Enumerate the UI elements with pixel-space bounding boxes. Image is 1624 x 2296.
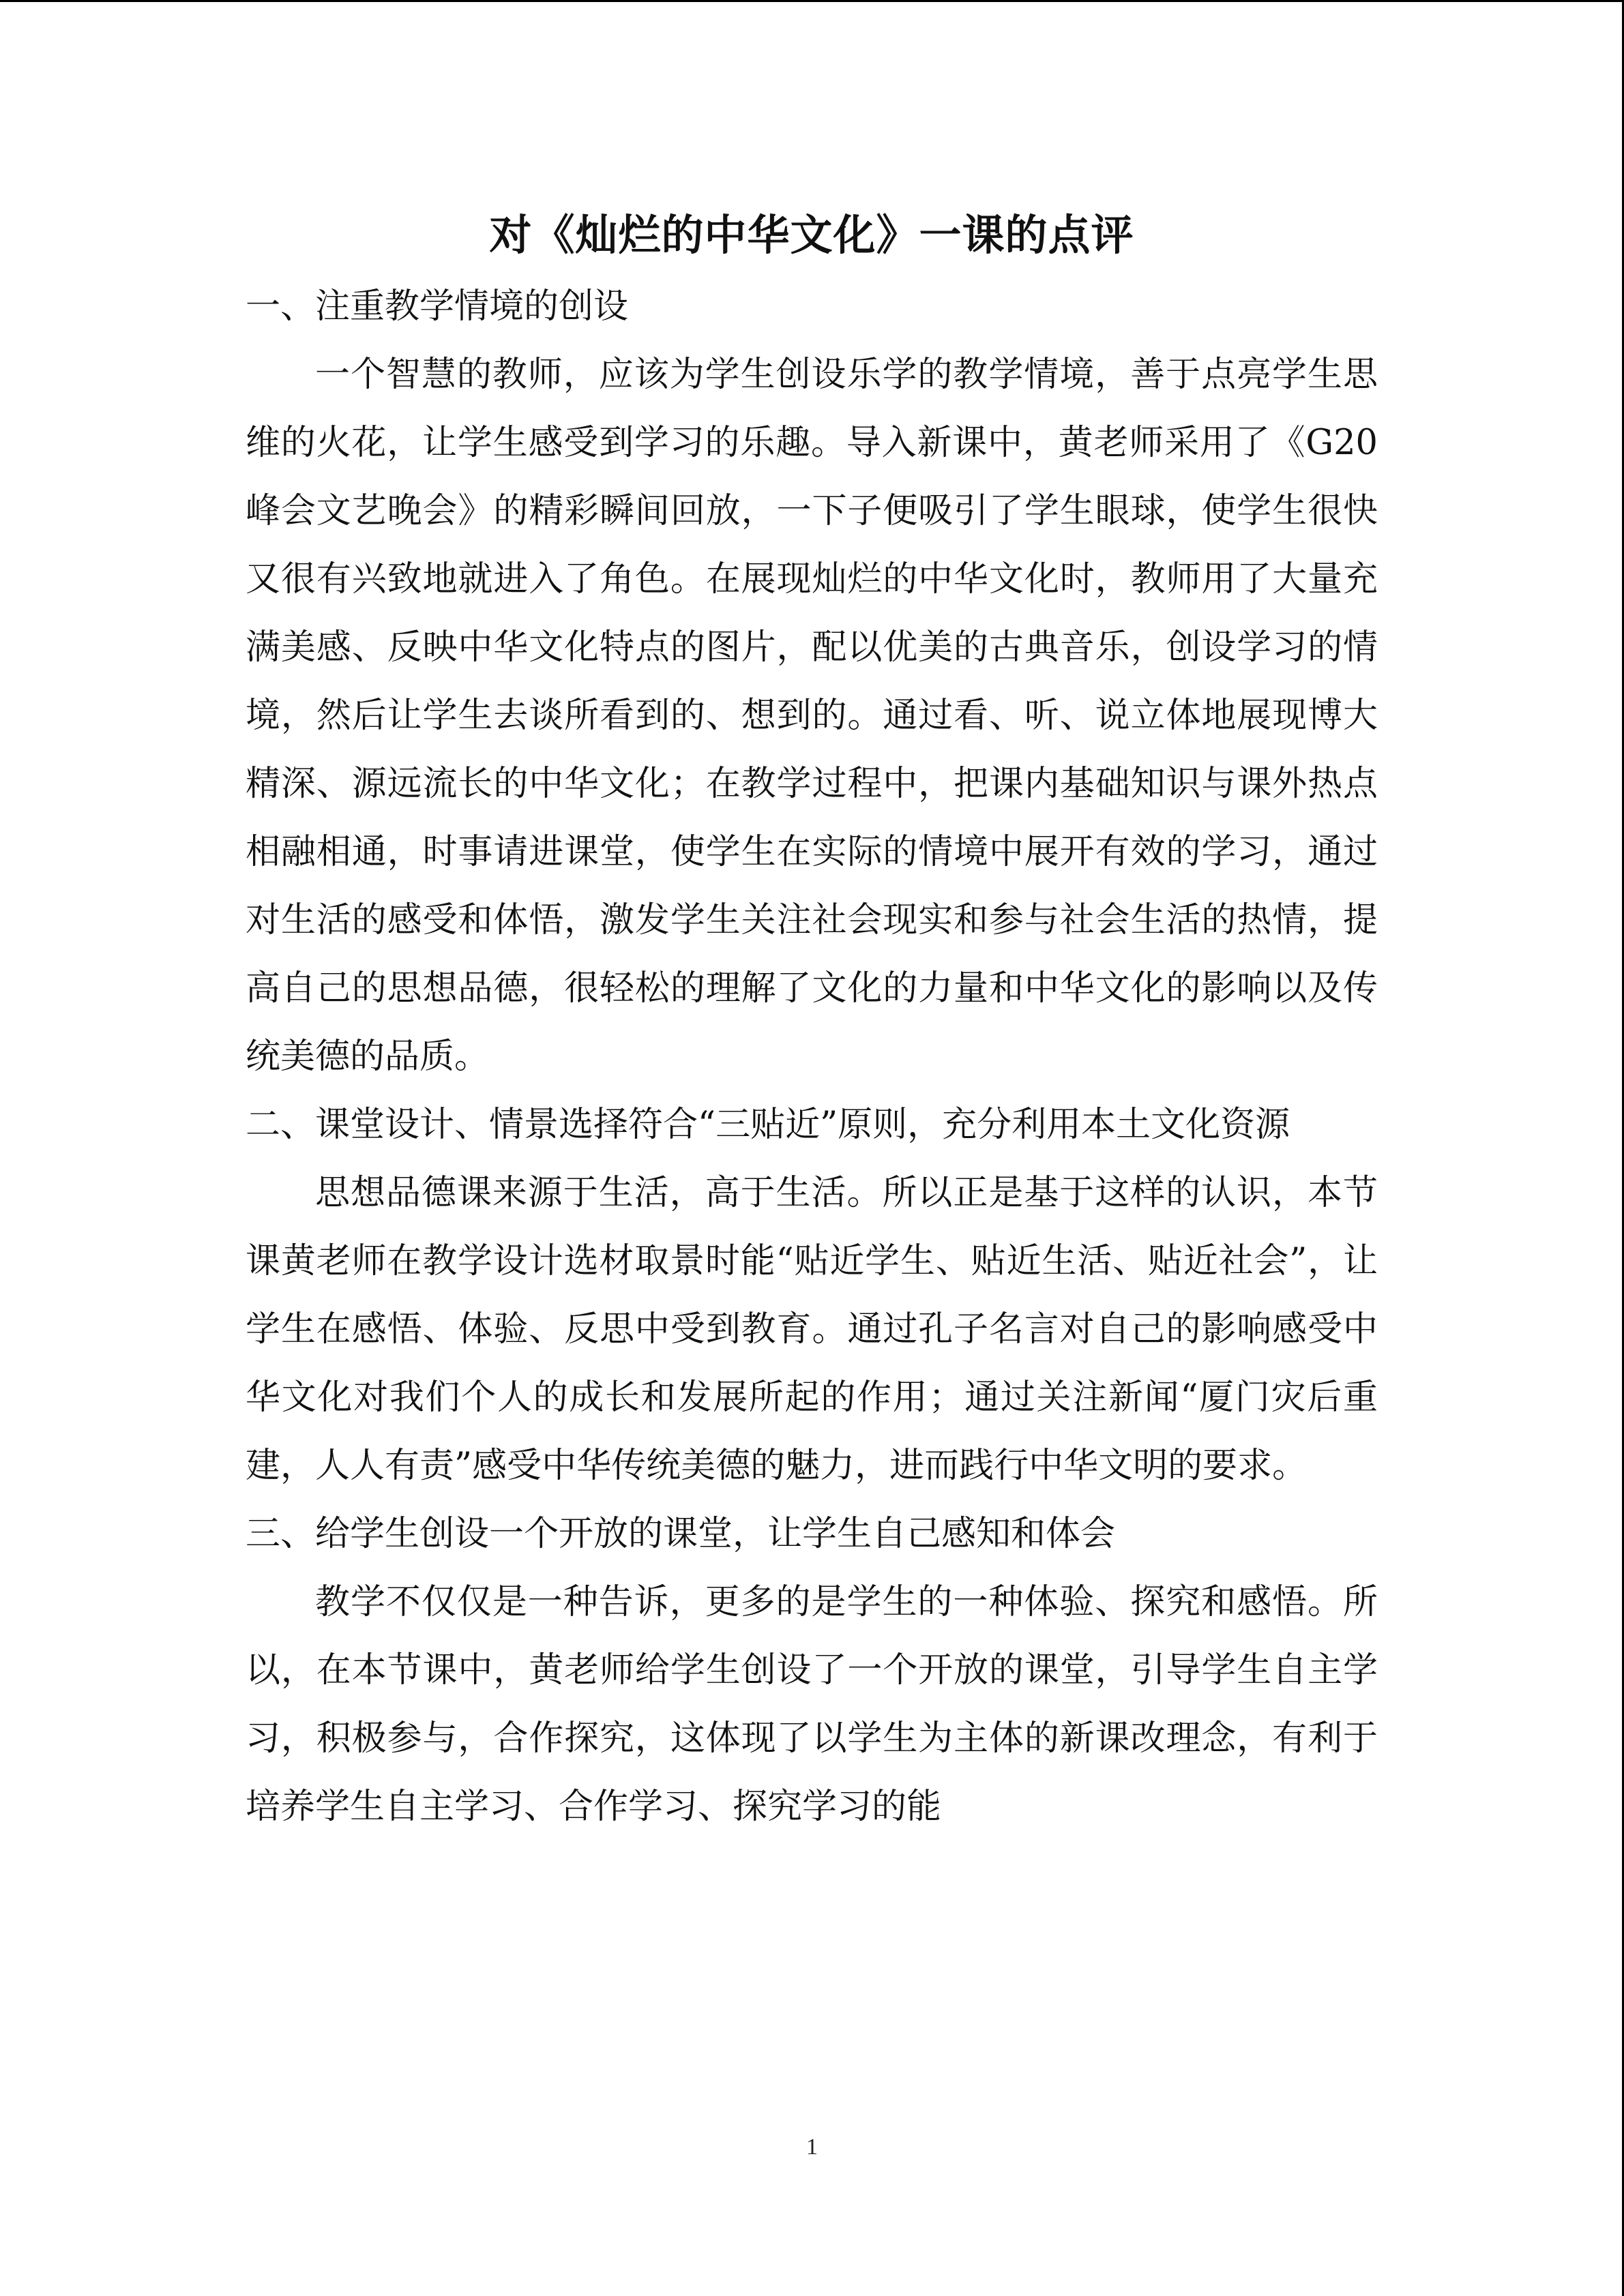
section-heading: 二、课堂设计、情景选择符合“三贴近”原则，充分利用本土文化资源 — [246, 1105, 1290, 1145]
section-heading: 一、注重教学情境的创设 — [246, 286, 629, 327]
document-body — [246, 198, 1378, 1841]
section-1 — [246, 273, 1378, 1091]
section-paragraph: 思想品德课来源于生活，高于生活。所以正是基于这样的认识，本节课黄老师在教学设计选材取景时能“贴近学生、贴近生活、贴近社会”，让学生在感悟、体验、反思中受到教育。通过孔子名言对自己的影响感受中华文化对我们个人的成长和发展所起的作用；通过关注新闻“厦门灾后重建，人人有责”感受中华传统美德的魅力，进而践行中华文明的要求。 — [246, 1173, 1378, 1486]
section-heading: 三、给学生创设一个开放的课堂，让学生自己感知和体会 — [246, 1514, 1116, 1554]
section-paragraph: 一个智慧的教师，应该为学生创设乐学的教学情境，善于点亮学生思维的火花，让学生感受到学习的乐趣。导入新课中，黄老师采用了《G20峰会文艺晚会》的精彩瞬间回放，一下子便吸引了学生眼球，使学生很快又很有兴致地就进入了角色。在展现灿烂的中华文化时，教师用了大量充满美感、反映中华文化特点的图片，配以优美的古典音乐，创设学习的情境，然后让学生去谈所看到的、想到的。通过看、听、说立体地展现博大精深、源远流长的中华文化；在教学过程中，把课内基础知识与课外热点相融相通，时事请进课堂，使学生在实际的情境中展开有效的学习，通过对生活的感受和体悟，激发学生关注社会现实和参与社会生活的热情，提高自己的思想品德，很轻松的理解了文化的力量和中华文化的影响以及传统美德的品质。 — [246, 355, 1378, 1077]
document-title: 对《灿烂的中华文化》一课的点评 — [489, 210, 1134, 260]
section-3 — [246, 1500, 1378, 1841]
section-paragraph: 教学不仅仅是一种告诉，更多的是学生的一种体验、探究和感悟。所以，在本节课中，黄老师给学生创设了一个开放的课堂，引导学生自主学习，积极参与，合作探究，这体现了以学生为主体的新课改理念，有利于培养学生自主学习、合作学习、探究学习的能 — [246, 1582, 1378, 1827]
section-2 — [246, 1091, 1378, 1500]
page-number: 1 — [806, 2134, 818, 2160]
